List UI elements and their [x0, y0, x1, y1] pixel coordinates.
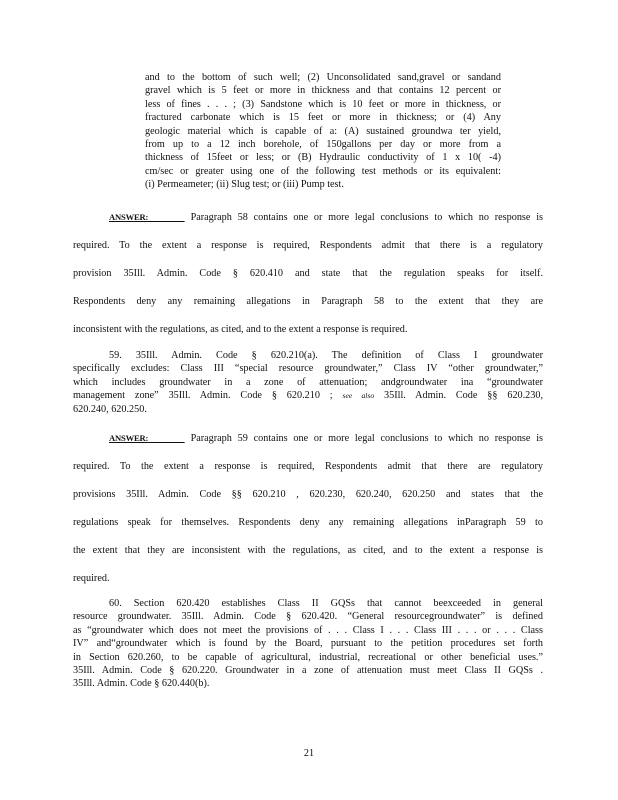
paragraph-first-line: 60. Section 620.420 establishes Class II GQSs that cannot beexceeded in general — [109, 598, 543, 609]
page-number: 21 — [303, 748, 315, 759]
answer-text: Paragraph 59 contains one or more legal conclusions to which no response is — [190, 433, 543, 444]
citation-text: 35Ill. Admin. Code §§ 620.230, — [384, 390, 544, 402]
answer-line: required. — [73, 573, 110, 584]
answer-block-59 — [73, 424, 543, 593]
quote-line: and to the bottom of such well; (2) Unconsolidated sand,gravel or sandand — [145, 72, 501, 83]
quote-line: gravel which is 5 feet or more in thickness and that contains 12 percent or — [145, 85, 501, 97]
answer-line: required. To the extent a response is required, Respondents admit that there are regulatory — [73, 461, 543, 472]
answer-first-line — [73, 203, 543, 232]
answer-block-58 — [73, 203, 543, 344]
see-also-signal: see also — [342, 391, 375, 401]
answer-line: Respondents deny any remaining allegations in Paragraph 58 to the extent that they are — [73, 296, 543, 307]
paragraph-line-text: management zone” 35Ill. Admin. Code § 620.210 ; — [73, 390, 333, 402]
answer-first-line — [73, 424, 543, 453]
paragraph-line — [73, 389, 543, 402]
paragraph-line: 620.240, 620.250. — [73, 403, 147, 415]
paragraph-line: as “groundwater which does not meet the provisions of . . . Class I . . . Class III . . . or . . . Class — [73, 624, 543, 636]
paragraph-line: which includes groundwater in a zone of attenuation; andgroundwater ina “groundwater — [73, 376, 543, 388]
quote-line: from up to a 12 inch borehole, of 150gallons per day or more from a — [145, 139, 501, 151]
answer-label: ANSWER: — [109, 433, 149, 443]
paragraph-59 — [73, 349, 543, 416]
answer-line: required. To the extent a response is required, Respondents admit that there is a regulatory — [73, 240, 543, 251]
answer-line: inconsistent with the regulations, as cited, and to the extent a response is required. — [73, 324, 408, 335]
paragraph-line: specifically excludes: Class III “special resource groundwater,” Class IV “other groundwater,” — [73, 363, 543, 375]
answer-line: the extent that they are inconsistent with the regulations, as cited, and to the extent a response is — [73, 545, 543, 556]
answer-line: provisions 35Ill. Admin. Code §§ 620.210 , 620.230, 620.240, 620.250 and states that the — [73, 489, 543, 500]
answer-text: Paragraph 58 contains one or more legal conclusions to which no response is — [190, 212, 543, 223]
quote-line: fractured carbonate which is 15 feet or more in thickness; or (4) Any — [145, 112, 501, 124]
paragraph-line: IV” and“groundwater which is found by the Board, pursuant to the petition procedures set forth — [73, 638, 543, 650]
quote-line: less of fines . . . ; (3) Sandstone which is 10 feet or more in thickness, or — [145, 98, 501, 110]
paragraph-line: 35Ill. Admin. Code § 620.440(b). — [73, 678, 210, 690]
answer-label: ANSWER: — [109, 212, 149, 222]
quote-line: (i) Permeameter; (ii) Slug test; or (iii) Pump test. — [145, 179, 344, 191]
paragraph-line: in Section 620.260, to be capable of agricultural, industrial, recreational or other beneficial uses.” — [73, 651, 543, 663]
paragraph-60 — [73, 597, 543, 691]
paragraph-first-line: 59. 35Ill. Admin. Code § 620.210(a). The definition of Class I groundwater — [109, 350, 543, 361]
answer-line: provision 35Ill. Admin. Code § 620.410 and state that the regulation speaks for itself. — [73, 268, 543, 279]
quote-line: cm/sec or greater using one of the following test methods or its equivalent: — [145, 165, 501, 177]
quote-line: thickness of 15feet or less; or (B) Hydraulic conductivity of 1 x 10( -4) — [145, 152, 501, 164]
paragraph-line: 35Ill. Admin. Code § 620.220. Groundwater in a zone of attenuation must meet Class II GQSs . — [73, 665, 543, 677]
quote-block-58 — [145, 71, 501, 192]
quote-line: geologic material which is capable of a: (A) sustained groundwa ter yield, — [145, 125, 501, 137]
paragraph-line: resource groundwater. 35Ill. Admin. Code § 620.420. “General resourcegroundwater” is defined — [73, 611, 543, 623]
answer-line: regulations speak for themselves. Respondents deny any remaining allegations inParagraph 59 to — [73, 517, 543, 528]
